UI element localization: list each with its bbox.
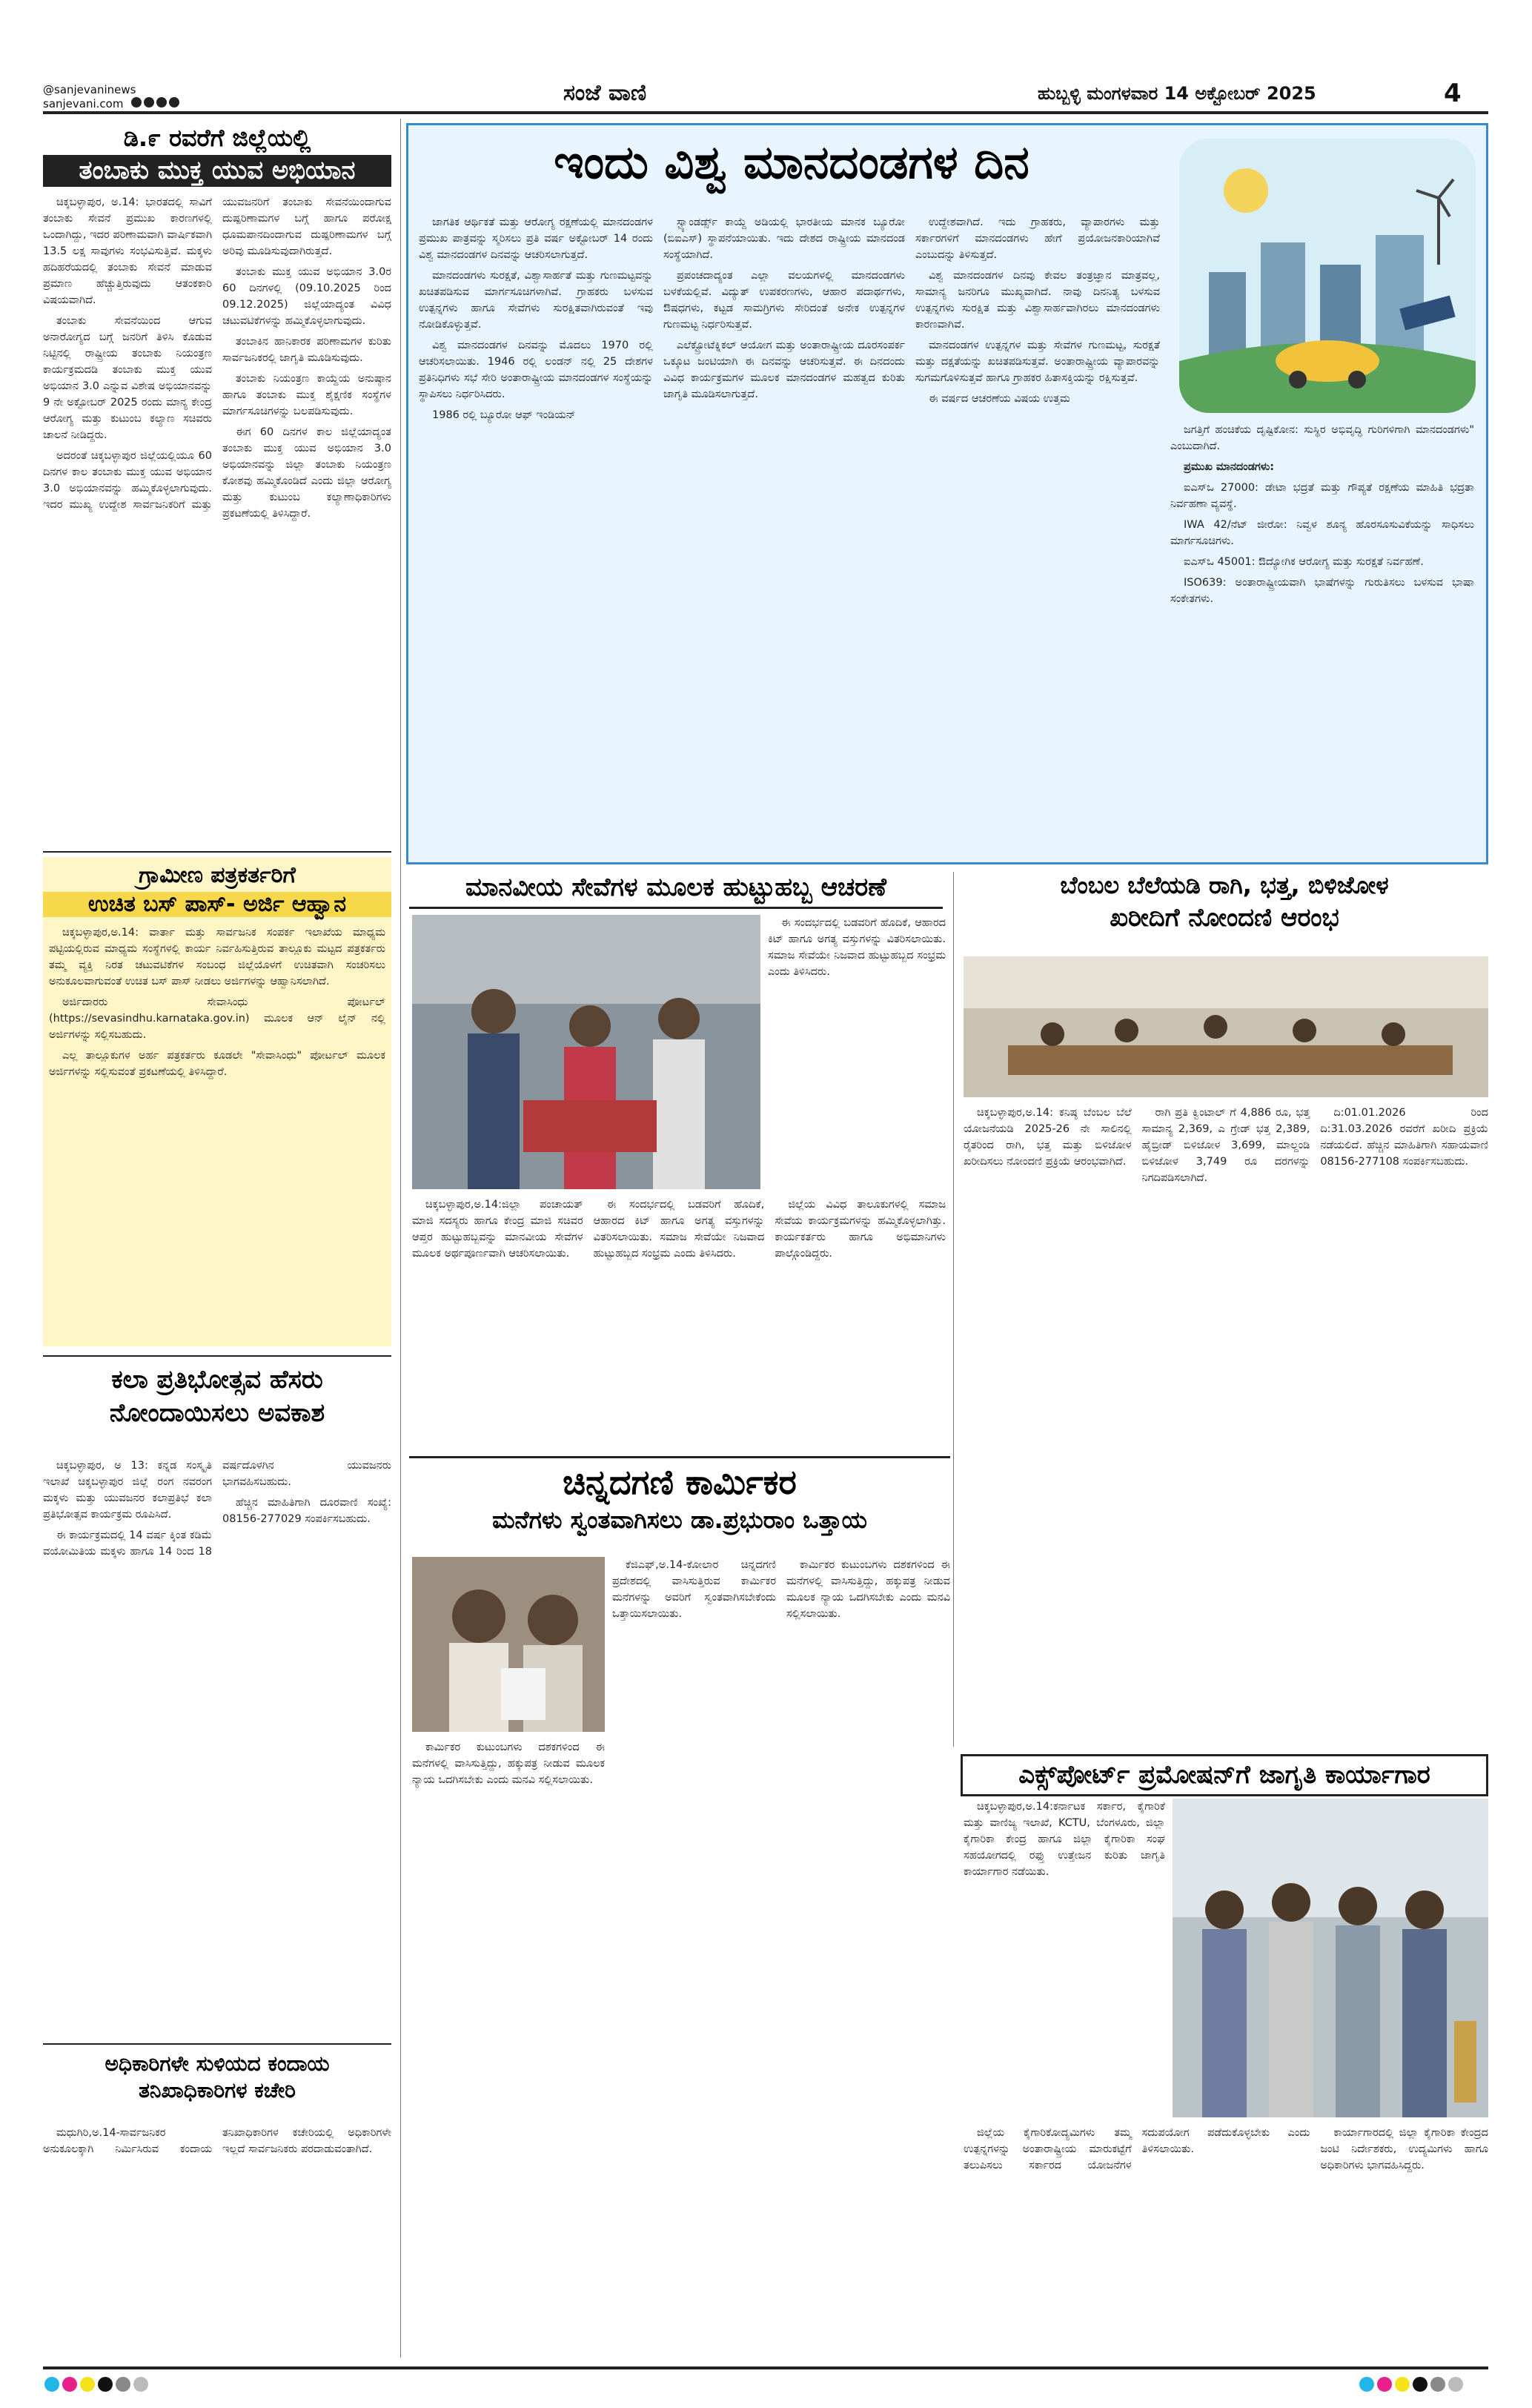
paragraph: IWA 42/ನೆಟ್ ಜೀರೋ: ನಿವ್ವಳ ಶೂನ್ಯ ಹೊರಸೂಸುವಿಕೆಯನ್ನು ಸಾಧಿಸಲು ಮಾರ್ಗಸೂಚಿಗಳು.	[1170, 519, 1474, 547]
paragraph: ಪ್ರಪಂಚದಾದ್ಯಂತ ಎಲ್ಲಾ ವಲಯಗಳಲ್ಲಿ ಮಾನದಂಡಗಳು ಬಳಕೆಯಲ್ಲಿವೆ. ವಿದ್ಯುತ್ ಉಪಕರಣಗಳು, ಆಹಾರ ಪದಾರ್ಥಗಳು, ಔಷಧಗಳು, ಕಟ್ಟಡ ಸಾಮಗ್ರಿಗಳು ಸೇರಿದಂತೆ ಅನೇಕ ಉತ್ಪನ್ನಗಳ ಗುಣಮಟ್ಟ ನಿರ್ಧರಿಸುತ್ತವೆ.	[663, 270, 905, 331]
story4-headline	[43, 2052, 391, 2119]
story1-body	[43, 194, 391, 847]
yellow-mark	[80, 2377, 95, 2392]
paragraph: ಮಾನದಂಡಗಳು ಸುರಕ್ಷತೆ, ವಿಶ್ವಾಸಾರ್ಹತೆ ಮತ್ತು ಗುಣಮಟ್ಟವನ್ನು ಖಚಿತಪಡಿಸುವ ಮಾರ್ಗಸೂಚಿಗಳಾಗಿವೆ. ಗ್ರಾಹಕರು ಬಳಸುವ ಉತ್ಪನ್ನಗಳು ಹಾಗೂ ಸೇವೆಗಳು ಸುರಕ್ಷಿತವಾಗಿರುವಂತೆ ಇವು ನೋಡಿಕೊಳ್ಳುತ್ತವೆ.	[419, 270, 653, 331]
paragraph: ಜಗತ್ತಿಗೆ ಹಂಚಿಕೆಯ ದೃಷ್ಟಿಕೋನ: ಸುಸ್ಥಿರ ಅಭಿವೃದ್ಧಿ ಗುರಿಗಳಿಗಾಗಿ ಮಾನದಂಡಗಳು" ಎಂಬುದಾಗಿದೆ.	[1170, 424, 1474, 452]
black-mark	[1413, 2377, 1427, 2392]
paragraph: ವಿಶ್ವ ಮಾನದಂಡಗಳ ದಿನವು ಕೇವಲ ತಂತ್ರಜ್ಞಾನ ಮಾತ್ರವಲ್ಲ, ಸಾಮಾನ್ಯ ಜನರಿಗೂ ಮುಖ್ಯವಾಗಿದೆ. ನಾವು ದಿನನಿತ್ಯ ಬಳಸುವ ಉತ್ಪನ್ನಗಳು ಸುರಕ್ಷಿತ ಮತ್ತು ವಿಶ್ವಾಸಾರ್ಹವಾಗಿರಲು ಮಾನದಂಡಗಳು ಕಾರಣವಾಗಿವೆ.	[915, 270, 1160, 331]
dateline: ಹುಬ್ಬಳ್ಳಿ ಮಂಗಳವಾರ 14 ಅಕ್ಟೋಬರ್ 2025	[1038, 83, 1316, 104]
facebook-icon[interactable]	[131, 97, 142, 108]
paragraph: ತಂಬಾಕು ಮುಕ್ತ ಯುವ ಅಭಿಯಾನ 3.0ರ 60 ದಿನಗಳಲ್ಲಿ (09.10.2025 ರಿಂದ 09.12.2025) ಜಿಲ್ಲೆಯಾದ್ಯಂತ ವಿವಿಧ ಚಟುವಟಿಕೆಗಳನ್ನು ಹಮ್ಮಿಕೊಳ್ಳಲಾಗುವುದು.	[222, 266, 391, 327]
paragraph: ಚಿಕ್ಕಬಳ್ಳಾಪುರ, ಅ.14: ಭಾರತದಲ್ಲಿ ಸಾವಿಗೆ ತಂಬಾಕು ಸೇವನೆ ಪ್ರಮುಖ ಕಾರಣಗಳಲ್ಲಿ ಒಂದಾಗಿದ್ದು, ಇದರ ಪರಿಣಾಮವಾಗಿ ವಾರ್ಷಿಕವಾಗಿ 13.5 ಲಕ್ಷ ಸಾವುಗಳು ಸಂಭವಿಸುತ್ತಿವೆ. ಮಕ್ಕಳು ಹದಿಹರೆಯದಲ್ಲಿ ತಂಬಾಕು ಸೇವನೆ ಮಾಡುವ ಪ್ರಮಾಣ ಹೆಚ್ಚುತ್ತಿರುವುದು ಆತಂಕಕಾರಿ ವಿಷಯವಾಗಿದೆ.	[43, 196, 212, 306]
story-kgf-headline-line2: ಮನೆಗಳು ಸ್ವಂತವಾಗಿಸಲು ಡಾ.ಪ್ರಭುರಾಂ ಒತ್ತಾಯ	[492, 1505, 867, 1534]
story-kgf-body	[612, 1557, 950, 2068]
paragraph: ಜಿಲ್ಲೆಯ ಕೈಗಾರಿಕೋದ್ಯಮಿಗಳು ತಮ್ಮ ಉತ್ಪನ್ನಗಳನ್ನು ಅಂತಾರಾಷ್ಟ್ರೀಯ ಮಾರುಕಟ್ಟೆಗೆ ತಲುಪಿಸಲು ಸರ್ಕಾರದ ಯೋಜನೆಗಳ ಸದುಪಯೋಗ ಪಡೆದುಕೊಳ್ಳಬೇಕು ಎಂದು ತಿಳಿಸಲಾಯಿತು.	[964, 2127, 1310, 2172]
paragraph: ವಿಶ್ವ ಮಾನದಂಡಗಳ ದಿನವನ್ನು ಮೊದಲು 1970 ರಲ್ಲಿ ಆಚರಿಸಲಾಯಿತು. 1946 ರಲ್ಲಿ ಲಂಡನ್ ನಲ್ಲಿ 25 ದೇಶಗಳ ಪ್ರತಿನಿಧಿಗಳು ಸಭೆ ಸೇರಿ ಅಂತಾರಾಷ್ಟ್ರೀಯ ಮಾನದಂಡಗಳ ಸಂಸ್ಥೆಯನ್ನು ಸ್ಥಾಪಿಸಲು ನಿರ್ಧರಿಸಿದರು.	[419, 340, 653, 400]
paragraph: ಎಲೆಕ್ಟ್ರೋಟೆಕ್ನಿಕಲ್ ಆಯೋಗ ಮತ್ತು ಅಂತಾರಾಷ್ಟ್ರೀಯ ದೂರಸಂಪರ್ಕ ಒಕ್ಕೂಟ ಜಂಟಿಯಾಗಿ ಈ ದಿನವನ್ನು ಆಚರಿಸುತ್ತವೆ. ಈ ದಿನದಂದು ವಿವಿಧ ಕಾರ್ಯಕ್ರಮಗಳ ಮೂಲಕ ಮಾನದಂಡಗಳ ಮಹತ್ವದ ಕುರಿತು ಜಾಗೃತಿ ಮೂಡಿಸಲಾಗುತ್ತದೆ.	[663, 340, 905, 400]
twitter-icon[interactable]	[169, 97, 179, 108]
paragraph: ಐಎಸ್ಒ 45001: ಔದ್ಯೋಗಿಕ ಆರೋಗ್ಯ ಮತ್ತು ಸುರಕ್ಷತೆ ನಿರ್ವಹಣೆ.	[1184, 556, 1424, 568]
light-grey-mark	[133, 2377, 148, 2392]
paragraph: ಈ ಕಾರ್ಯಕ್ರಮದಲ್ಲಿ 14 ವರ್ಷ ಕ್ಕಿಂತ ಕಡಿಮೆ ವಯೋಮಿತಿಯ ಮಕ್ಕಳು ಹಾಗೂ 14 ರಿಂದ 18 ವರ್ಷದೊಳಗಿನ ಯುವಜನರು ಭಾಗವಹಿಸಬಹುದು.	[43, 1460, 391, 1558]
magenta-mark	[1377, 2377, 1392, 2392]
divider	[43, 1355, 391, 1357]
column-divider	[400, 119, 401, 2358]
paragraph: ಪ್ರಮುಖ ಮಾನದಂಡಗಳು:	[1184, 461, 1275, 473]
social-handle: @sanjevaninews	[43, 83, 136, 96]
grey-mark	[116, 2377, 130, 2392]
paragraph: ಚಿಕ್ಕಬಳ್ಳಾಪುರ,ಅ.14: ಕನಿಷ್ಠ ಬೆಂಬಲ ಬೆಲೆ ಯೋಜನೆಯಡಿ 2025-26 ನೇ ಸಾಲಿನಲ್ಲಿ ರೈತರಿಂದ ರಾಗಿ, ಭತ್ತ ಮತ್ತು ಬಿಳಿಜೋಳ ಖರೀದಿಸಲು ನೋಂದಣಿ ಪ್ರಕ್ರಿಯೆ ಆರಂಭವಾಗಿದೆ.	[964, 1107, 1132, 1168]
paragraph: ಕೆಜಿಎಫ್,ಅ.14-ಕೋಲಾರ ಚಿನ್ನದಗಣಿ ಪ್ರದೇಶದಲ್ಲಿ ವಾಸಿಸುತ್ತಿರುವ ಕಾರ್ಮಿಕರ ಮನೆಗಳನ್ನು ಅವರಿಗೆ ಸ್ವಂತವಾಗಿಸಬೇಕೆಂದು ಒತ್ತಾಯಿಸಲಾಯಿತು.	[612, 1559, 776, 1620]
paragraph: ಮಾನದಂಡಗಳ ಉತ್ಪನ್ನಗಳ ಮತ್ತು ಸೇವೆಗಳ ಗುಣಮಟ್ಟ, ಸುರಕ್ಷತೆ ಮತ್ತು ದಕ್ಷತೆಯನ್ನು ಖಚಿತಪಡಿಸುತ್ತವೆ. ಅಂತಾರಾಷ್ಟ್ರೀಯ ವ್ಯಾಪಾರವನ್ನು ಸುಗಮಗೊಳಿಸುತ್ತವೆ ಹಾಗೂ ಗ್ರಾಹಕರ ಹಿತಾಸಕ್ತಿಯನ್ನು ರಕ್ಷಿಸುತ್ತವೆ.	[915, 340, 1160, 384]
page-number: 4	[1444, 79, 1462, 108]
grey-mark	[1430, 2377, 1445, 2392]
story-kgf-body-cont	[412, 1739, 605, 2355]
paragraph: ಚಿಕ್ಕಬಳ್ಳಾಪುರ, ಅ 13: ಕನ್ನಡ ಸಂಸ್ಕೃತಿ ಇಲಾಖೆ ಚಿಕ್ಕಬಳ್ಳಾಪುರ ಜಿಲ್ಲೆ ರಂಗ ನವರಂಗ ಮಕ್ಕಳು ಮತ್ತು ಯುವಜನರ ಕಲಾಪ್ರತಿಭೆ ಕಲಾ ಪ್ರತಿಭೋತ್ಸವ ಕಾರ್ಯಕ್ರಮ ರೂಪಿಸಿದೆ.	[43, 1460, 212, 1521]
eco-city-illustration	[1179, 139, 1476, 413]
export-photo	[1173, 1799, 1488, 2117]
meeting-photo	[964, 956, 1488, 1097]
story-export-body-2	[964, 2125, 1488, 2355]
paragraph: ಕಾರ್ಮಿಕರ ಕುಟುಂಬಗಳು ದಶಕಗಳಿಂದ ಈ ಮನೆಗಳಲ್ಲಿ ವಾಸಿಸುತ್ತಿದ್ದು, ಹಕ್ಕುಪತ್ರ ನೀಡುವ ಮೂಲಕ ನ್ಯಾಯ ಒದಗಿಸಬೇಕು ಎಂದು ಮನವಿ ಸಲ್ಲಿಸಲಾಯಿತು.	[412, 1742, 605, 1786]
paragraph: ಮಧುಗಿರಿ,ಅ.14-ಸಾರ್ವಜನಿಕರ ಅನುಕೂಲಕ್ಕಾಗಿ ನಿರ್ಮಿಸಿರುವ ಕಂದಾಯ ತನಿಖಾಧಿಕಾರಿಗಳ ಕಚೇರಿಯಲ್ಲಿ ಅಧಿಕಾರಿಗಳೇ ಇಲ್ಲದೆ ಸಾರ್ವಜನಿಕರು ಪರದಾಡುವಂತಾಗಿದೆ.	[43, 2127, 391, 2155]
story2-headline-line1: ಗ್ರಾಮೀಣ ಪತ್ರಕರ್ತರಿಗೆ	[139, 862, 296, 888]
paragraph: ತಂಬಾಕಿನ ಹಾನಿಕಾರಕ ಪರಿಣಾಮಗಳ ಕುರಿತು ಸಾರ್ವಜನಿಕರಲ್ಲಿ ಜಾಗೃತಿ ಮೂಡಿಸುವುದು.	[222, 336, 391, 364]
paragraph: ಹೆಚ್ಚಿನ ಮಾಹಿತಿಗಾಗಿ ದೂರವಾಣಿ ಸಂಖ್ಯೆ: 08156-277029 ಸಂಪರ್ಕಿಸಬಹುದು.	[222, 1497, 391, 1525]
story2-box	[43, 857, 391, 1346]
paragraph: ಐಎಸ್ಒ 27000: ಡೇಟಾ ಭದ್ರತೆ ಮತ್ತು ಗೌಪ್ಯತೆ ರಕ್ಷಣೆಯ ಮಾಹಿತಿ ಭದ್ರತಾ ನಿರ್ವಹಣಾ ವ್ಯವಸ್ಥೆ.	[1170, 482, 1474, 510]
paragraph: ಈ ವರ್ಷದ ಆಚರಣೆಯ ವಿಷಯ ಉತ್ತಮ	[929, 393, 1070, 405]
paragraph: ಈ ಸಂದರ್ಭದಲ್ಲಿ ಬಡವರಿಗೆ ಹೊದಿಕೆ, ಆಹಾರದ ಕಿಟ್ ಹಾಗೂ ಅಗತ್ಯ ವಸ್ತುಗಳನ್ನು ವಿತರಿಸಲಾಯಿತು. ಸಮಾಜ ಸೇವೆಯೇ ನಿಜವಾದ ಹುಟ್ಟುಹಬ್ಬದ ಸಂಭ್ರಮ ಎಂದು ತಿಳಿಸಿದರು.	[593, 1199, 765, 1260]
paragraph: ದಿ:01.01.2026 ರಿಂದ ದಿ:31.03.2026 ರವರೆಗೆ ಖರೀದಿ ಪ್ರಕ್ರಿಯೆ ನಡೆಯಲಿದೆ. ಹೆಚ್ಚಿನ ಮಾಹಿತಿಗಾಗಿ ಸಹಾಯವಾಣಿ 08156-277108 ಸಂಪರ್ಕಿಸಬಹುದು.	[1320, 1107, 1488, 1168]
story2-headline-line2: ಉಚಿತ ಬಸ್ ಪಾಸ್- ಅರ್ಜಿ ಆಹ್ವಾನ	[43, 892, 391, 918]
paragraph: ಎಲ್ಲ ತಾಲ್ಲೂಕುಗಳ ಅರ್ಹ ಪತ್ರಕರ್ತರು ಕೂಡಲೇ "ಸೇವಾಸಿಂಧು" ಪೋರ್ಟಲ್ ಮೂಲಕ ಅರ್ಜಿಗಳನ್ನು ಸಲ್ಲಿಸುವಂತೆ ಪ್ರಕಟಣೆಯಲ್ಲಿ ತಿಳಿಸಿದ್ದಾರೆ.	[49, 1050, 385, 1078]
header-rule	[43, 111, 1488, 114]
feature-col3	[915, 214, 1160, 859]
paragraph: ಈ ಸಂದರ್ಭದಲ್ಲಿ ಬಡವರಿಗೆ ಹೊದಿಕೆ, ಆಹಾರದ ಕಿಟ್ ಹಾಗೂ ಅಗತ್ಯ ವಸ್ತುಗಳನ್ನು ವಿತರಿಸಲಾಯಿತು. ಸಮಾಜ ಸೇವೆಯೇ ನಿಜವಾದ ಹುಟ್ಟುಹಬ್ಬದ ಸಂಭ್ರಮ ಎಂದು ತಿಳಿಸಿದರು.	[768, 917, 946, 978]
paragraph: ತಂಬಾಕು ನಿಯಂತ್ರಣ ಕಾಯ್ದೆಯ ಅನುಷ್ಠಾನ ಹಾಗೂ ತಂಬಾಕು ಮುಕ್ತ ಶೈಕ್ಷಣಿಕ ಸಂಸ್ಥೆಗಳ ಮಾರ್ಗಸೂಚಿಗಳನ್ನು ಬಲಪಡಿಸುವುದು.	[222, 373, 391, 417]
story1-headline	[43, 125, 391, 184]
cyan-mark	[1359, 2377, 1374, 2392]
story-msp-headline	[961, 872, 1488, 953]
paragraph: ಅದರಂತೆ ಚಿಕ್ಕಬಳ್ಳಾಪುರ ಜಿಲ್ಲೆಯಲ್ಲಿಯೂ 60 ದಿನಗಳ ಕಾಲ ತಂಬಾಕು ಮುಕ್ತ ಯುವ ಅಭಿಯಾನ 3.0 ಅಭಿಯಾನವನ್ನು ಹಮ್ಮಿಕೊಳ್ಳಲಾಗುವುದು. ಇದರ ಮುಖ್ಯ ಉದ್ದೇಶ ಸಾರ್ವಜನಿಕರಿಗೆ ಮತ್ತು ಯುವಜನರಿಗೆ ತಂಬಾಕು ಸೇವನೆಯಿಂದಾಗುವ ದುಷ್ಪರಿಣಾಮಗಳ ಬಗ್ಗೆ ಹಾಗೂ ಪರೋಕ್ಷ ಧೂಮಪಾನದಿಂದಾಗುವ ದುಷ್ಪರಿಣಾಮಗಳ ಬಗ್ಗೆ ಅರಿವು ಮೂಡಿಸುವುದಾಗಿರುತ್ತದೆ.	[43, 196, 391, 511]
paragraph: ಈಗ 60 ದಿನಗಳ ಕಾಲ ಜಿಲ್ಲೆಯಾದ್ಯಂತ ತಂಬಾಕು ಮುಕ್ತ ಯುವ ಅಭಿಯಾನ 3.0 ಅಭಿಯಾನವನ್ನು ಜಿಲ್ಲಾ ತಂಬಾಕು ನಿಯಂತ್ರಣ ಕೋಶವು ಹಮ್ಮಿಕೊಂಡಿದೆ ಎಂದು ಜಿಲ್ಲಾ ಆರೋಗ್ಯ ಮತ್ತು ಕುಟುಂಬ ಕಲ್ಯಾಣಾಧಿಕಾರಿಗಳು ಪ್ರಕಟಣೆಯಲ್ಲಿ ತಿಳಿಸಿದ್ದಾರೆ.	[222, 426, 391, 520]
feature-illustration	[1179, 139, 1476, 413]
feature-col4	[1170, 422, 1474, 859]
color-marks-left	[44, 2377, 151, 2395]
story-birthday-sidebar	[768, 915, 946, 1189]
photo-people	[412, 915, 760, 1189]
black-mark	[98, 2377, 113, 2392]
paragraph: ಅರ್ಜಿದಾರರು ಸೇವಾಸಿಂಧು ಪೋರ್ಟಲ್ (https://sevasindhu.karnataka.gov.in) ಮೂಲಕ ಆನ್ ಲೈನ್ ನಲ್ಲಿ ಅರ್ಜಿಗಳನ್ನು ಸಲ್ಲಿಸಬಹುದು.	[49, 996, 385, 1041]
light-grey-mark	[1448, 2377, 1463, 2392]
column-divider	[953, 872, 954, 1747]
paragraph: ಸ್ಟ್ಯಾಂಡರ್ಡ್ಸ್ ಕಾಯ್ದೆ ಅಡಿಯಲ್ಲಿ ಭಾರತೀಯ ಮಾನಕ ಬ್ಯೂರೋ (ಬಿಐಎಸ್) ಸ್ಥಾಪನೆಯಾಯಿತು. ಇದು ದೇಶದ ರಾಷ್ಟ್ರೀಯ ಮಾನದಂಡ ಸಂಸ್ಥೆಯಾಗಿದೆ.	[663, 216, 905, 261]
instagram-icon[interactable]	[144, 97, 154, 108]
paragraph: ಕಾರ್ಮಿಕರ ಕುಟುಂಬಗಳು ದಶಕಗಳಿಂದ ಈ ಮನೆಗಳಲ್ಲಿ ವಾಸಿಸುತ್ತಿದ್ದು, ಹಕ್ಕುಪತ್ರ ನೀಡುವ ಮೂಲಕ ನ್ಯಾಯ ಒದಗಿಸಬೇಕು ಎಂದು ಮನವಿ ಸಲ್ಲಿಸಲಾಯಿತು.	[786, 1559, 950, 1620]
feature-box	[406, 123, 1488, 864]
story4-headline-line2: ತನಿಖಾಧಿಕಾರಿಗಳ ಕಚೇರಿ	[139, 2078, 296, 2103]
story-kgf-headline	[409, 1456, 950, 1545]
story-birthday-headline: ಮಾನವೀಯ ಸೇವೆಗಳ ಮೂಲಕ ಹುಟ್ಟುಹಬ್ಬ ಆಚರಣೆ	[409, 873, 943, 909]
story4-headline-line1: ಅಧಿಕಾರಿಗಳೇ ಸುಳಿಯದ ಕಂದಾಯ	[105, 2051, 330, 2076]
story4-body	[43, 2125, 391, 2347]
yellow-mark	[1395, 2377, 1410, 2392]
paragraph: ಜಿಲ್ಲೆಯ ವಿವಿಧ ತಾಲೂಕುಗಳಲ್ಲಿ ಸಮಾಜ ಸೇವೆಯ ಕಾರ್ಯಕ್ರಮಗಳನ್ನು ಹಮ್ಮಿಕೊಳ್ಳಲಾಗಿತ್ತು. ಕಾರ್ಯಕರ್ತರು ಹಾಗೂ ಅಭಿಮಾನಿಗಳು ಪಾಲ್ಗೊಂಡಿದ್ದರು.	[775, 1199, 946, 1260]
divider	[43, 2043, 391, 2045]
story3-headline	[43, 1366, 391, 1447]
story3-headline-line2: ನೋಂದಾಯಿಸಲು ಅವಕಾಶ	[109, 1398, 325, 1429]
story-birthday-body	[412, 1197, 946, 1449]
paragraph: ಚಿಕ್ಕಬಳ್ಳಾಪುರ,ಅ.14:ಕರ್ನಾಟಕ ಸರ್ಕಾರ, ಕೈಗಾರಿಕೆ ಮತ್ತು ವಾಣಿಜ್ಯ ಇಲಾಖೆ, KCTU, ಬೆಂಗಳೂರು, ಜಿಲ್ಲಾ ಕೈಗಾರಿಕಾ ಕೇಂದ್ರ ಹಾಗೂ ಜಿಲ್ಲಾ ಕೈಗಾರಿಕಾ ಸಂಘ ಸಹಯೋಗದಲ್ಲಿ ರಫ್ತು ಉತ್ತೇಜನ ಕುರಿತು ಜಾಗೃತಿ ಕಾರ್ಯಾಗಾರ ನಡೆಯಿತು.	[964, 1801, 1165, 1878]
paragraph: ಚಿಕ್ಕಬಳ್ಳಾಪುರ,ಅ.14: ವಾರ್ತಾ ಮತ್ತು ಸಾರ್ವಜನಿಕ ಸಂಪರ್ಕ ಇಲಾಖೆಯ ಮಾಧ್ಯಮ ಪಟ್ಟಿಯಲ್ಲಿರುವ ಮಾಧ್ಯಮ ಸಂಸ್ಥೆಗಳಲ್ಲಿ ಕಾರ್ಯ ನಿರ್ವಹಿಸುತ್ತಿರುವ ತಾಲ್ಲೂಕು ಮಟ್ಟದ ಪತ್ರಕರ್ತರು ತಮ್ಮ ವ್ಯಕ್ತಿ ನಿರತ ಚಟುವಟಿಕೆಗಳ ಸಂಬಂಧ ಜಿಲ್ಲೆಯೊಳಗೆ ಉಚಿತವಾಗಿ ಸಂಚರಿಸಲು ಅನುಕೂಲವಾಗುವಂತೆ ಉಚಿತ ಬಸ್ ಪಾಸ್ ನೀಡಲು ಅರ್ಜಿಗಳನ್ನು ಆಹ್ವಾನಿಸಲಾಗಿದೆ.	[49, 927, 385, 988]
story-msp-body	[964, 1105, 1488, 1750]
masthead: ಸಂಜೆ ವಾಣಿ	[563, 80, 647, 106]
photo-meeting	[964, 956, 1488, 1097]
story1-headline-line2: ತಂಬಾಕು ಮುಕ್ತ ಯುವ ಅಭಿಯಾನ	[43, 155, 391, 187]
paragraph: 1986 ರಲ್ಲಿ ಬ್ಯೂರೋ ಆಫ್ ಇಂಡಿಯನ್	[432, 409, 576, 421]
divider	[43, 851, 391, 853]
story1-headline-line1: ಡಿ.೯ ರವರೆಗೆ ಜಿಲ್ಲೆಯಲ್ಲಿ	[123, 124, 311, 152]
youtube-icon[interactable]	[156, 97, 167, 108]
kgf-photo	[412, 1557, 605, 1732]
color-marks-right	[1359, 2377, 1466, 2395]
photo-portrait	[412, 1557, 605, 1732]
paragraph: ISO639: ಅಂತಾರಾಷ್ಟ್ರೀಯವಾಗಿ ಭಾಷೆಗಳನ್ನು ಗುರುತಿಸಲು ಬಳಸುವ ಭಾಷಾ ಸಂಕೇತಗಳು.	[1170, 577, 1474, 605]
birthday-photo	[412, 915, 760, 1189]
photo-lamp-lighting	[1173, 1799, 1488, 2117]
paragraph: ತಂಬಾಕು ಸೇವನೆಯಿಂದ ಆಗುವ ಅನಾರೋಗ್ಯದ ಬಗ್ಗೆ ಜನರಿಗೆ ತಿಳಿಸಿ ಕೊಡುವ ನಿಟ್ಟಿನಲ್ಲಿ ರಾಷ್ಟ್ರೀಯ ತಂಬಾಕು ನಿಯಂತ್ರಣ ಕಾರ್ಯಕ್ರಮದಡಿ ತಂಬಾಕು ಮುಕ್ತ ಯುವ ಅಭಿಯಾನ 3.0 ಎನ್ನುವ ವಿಶೇಷ ಅಭಿಯಾನವನ್ನು 9 ನೇ ಅಕ್ಟೋಬರ್ 2025 ರಂದು ಮಾನ್ಯ ಕೇಂದ್ರ ಆರೋಗ್ಯ ಮತ್ತು ಕುಟುಂಬ ಕಲ್ಯಾಣ ಸಚಿವರು ಚಾಲನೆ ನೀಡಿದ್ದರು.	[43, 315, 212, 441]
header-social	[43, 83, 182, 111]
paragraph: ಚಿಕ್ಕಬಳ್ಳಾಪುರ,ಅ.14:ಜಿಲ್ಲಾ ಪಂಚಾಯತ್ ಮಾಜಿ ಸದಸ್ಯರು ಹಾಗೂ ಕೇಂದ್ರ ಮಾಜಿ ಸಚಿವರ ಆಪ್ತರ ಹುಟ್ಟುಹಬ್ಬವನ್ನು ಮಾನವೀಯ ಸೇವೆಗಳ ಮೂಲಕ ಅರ್ಥಪೂರ್ಣವಾಗಿ ಆಚರಿಸಲಾಯಿತು.	[412, 1199, 583, 1260]
story2-body	[43, 917, 391, 1332]
story-export-body-1	[964, 1799, 1165, 2117]
website[interactable]: sanjevani.com	[43, 97, 124, 110]
cyan-mark	[44, 2377, 59, 2392]
feature-col2	[663, 214, 905, 859]
paragraph: ರಾಗಿ ಪ್ರತಿ ಕ್ವಿಂಟಾಲ್ ಗೆ 4,886 ರೂ, ಭತ್ತ ಸಾಮಾನ್ಯ 2,369, ಎ ಗ್ರೇಡ್ ಭತ್ತ 2,389, ಹೈಬ್ರೀಡ್ ಬಿಳಿಜೋಳ 3,699, ಮಾಲ್ದಂಡಿ ಬಿಳಿಜೋಳ 3,749 ರೂ ದರಗಳನ್ನು ನಿಗದಿಪಡಿಸಲಾಗಿದೆ.	[1141, 1107, 1310, 1184]
story-msp-headline-line1: ಬೆಂಬಲ ಬೆಲೆಯಡಿ ರಾಗಿ, ಭತ್ತ, ಬಿಳಿಜೋಳ	[1060, 871, 1389, 899]
paragraph: ಉದ್ದೇಶವಾಗಿದೆ. ಇದು ಗ್ರಾಹಕರು, ವ್ಯಾಪಾರಗಳು ಮತ್ತು ಸರ್ಕಾರಗಳಿಗೆ ಮಾನದಂಡಗಳು ಹೇಗೆ ಪ್ರಯೋಜನಕಾರಿಯಾಗಿವೆ ಎಂಬುದನ್ನು ತಿಳಿಸುತ್ತದೆ.	[915, 216, 1160, 261]
magenta-mark	[62, 2377, 77, 2392]
feature-headline: ಇಂದು ವಿಶ್ವ ಮಾನದಂಡಗಳ ದಿನ	[554, 135, 1029, 189]
story-msp-headline-line2: ಖರೀದಿಗೆ ನೋಂದಣಿ ಆರಂಭ	[1110, 902, 1339, 933]
story3-headline-line1: ಕಲಾ ಪ್ರತಿಭೋತ್ಸವ ಹೆಸರು	[111, 1365, 323, 1395]
social-icons	[131, 97, 182, 110]
footer-rule	[43, 2366, 1488, 2369]
feature-col1	[419, 214, 653, 859]
paragraph: ಜಾಗತಿಕ ಆರ್ಥಿಕತೆ ಮತ್ತು ಆರೋಗ್ಯ ರಕ್ಷಣೆಯಲ್ಲಿ ಮಾನದಂಡಗಳ ಪ್ರಮುಖ ಪಾತ್ರವನ್ನು ಸ್ಮರಿಸಲು ಪ್ರತಿ ವರ್ಷ ಅಕ್ಟೋಬರ್ 14 ರಂದು ವಿಶ್ವ ಮಾನದಂಡಗಳ ದಿನವನ್ನು ಆಚರಿಸಲಾಗುತ್ತದೆ.	[419, 216, 653, 261]
paragraph: ಕಾರ್ಯಾಗಾರದಲ್ಲಿ ಜಿಲ್ಲಾ ಕೈಗಾರಿಕಾ ಕೇಂದ್ರದ ಜಂಟಿ ನಿರ್ದೇಶಕರು, ಉದ್ಯಮಿಗಳು ಹಾಗೂ ಅಧಿಕಾರಿಗಳು ಭಾಗವಹಿಸಿದ್ದರು.	[1320, 2127, 1488, 2172]
story-export-headline: ಎಕ್ಸ್‌ಪೋರ್ಟ್ ಪ್ರಮೋಷನ್‌ಗೆ ಜಾಗೃತಿ ಕಾರ್ಯಾಗಾರ	[961, 1754, 1488, 1796]
story3-body	[43, 1458, 391, 2036]
story-kgf-headline-line1: ಚಿನ್ನದಗಣಿ ಕಾರ್ಮಿಕರ	[563, 1462, 797, 1502]
